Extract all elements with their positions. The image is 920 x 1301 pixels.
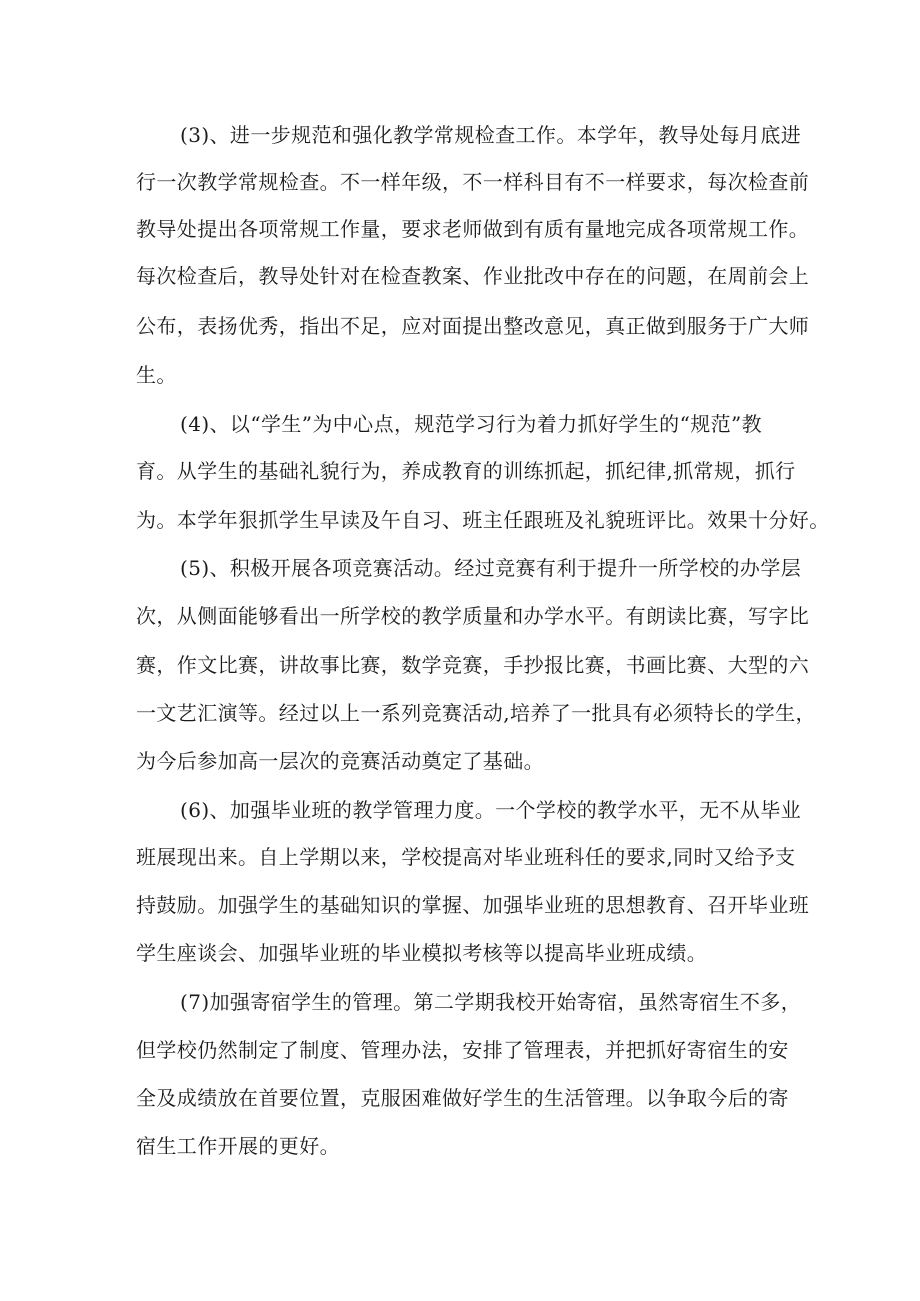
paragraph-3-line-3: 赛，作文比赛，讲故事比赛，数学竞赛，手抄报比赛，书画比赛、大型的六 xyxy=(136,653,810,677)
paragraph-3-line-1: (5)、积极开展各项竞赛活动。经过竞赛有利于提升一所学校的办学层 xyxy=(180,556,802,580)
paragraph-2-line-3: 为。本学年狠抓学生早读及午自习、班主任跟班及礼貌班评比。效果十分好。 xyxy=(136,508,830,532)
paragraph-4-line-3: 持鼓励。加强学生的基础知识的掌握、加强毕业班的思想教育、召开毕业班 xyxy=(136,893,810,917)
paragraph-5-line-2: 但学校仍然制定了制度、管理办法，安排了管理表，并把抓好寄宿生的安 xyxy=(136,1038,789,1062)
paragraph-1-line-5: 公布，表扬优秀，指出不足，应对面提出整改意见，真正做到服务于广大师 xyxy=(136,314,810,338)
paragraph-3-line-4: 一文艺汇演等。经过以上一系列竞赛活动,培养了一批具有必须特长的学生， xyxy=(136,701,816,725)
paragraph-4-line-1: (6)、加强毕业班的教学管理力度。一个学校的教学水平，无不从毕业 xyxy=(180,798,802,822)
paragraph-5-line-4: 宿生工作开展的更好。 xyxy=(136,1134,340,1158)
paragraph-3-line-5: 为今后参加高一层次的竞赛活动奠定了基础。 xyxy=(136,749,544,773)
paragraph-4-line-2: 班展现出来。自上学期以来，学校提高对毕业班科任的要求,同时又给予支 xyxy=(136,845,796,869)
paragraph-1-line-2: 行一次教学常规检查。不一样年级，不一样科目有不一样要求，每次检查前 xyxy=(136,170,810,194)
paragraph-5-line-1: (7)加强寄宿学生的管理。第二学期我校开始寄宿，虽然寄宿生不多， xyxy=(180,990,802,1014)
paragraph-2-line-1: (4)、以“学生”为中心点，规范学习行为着力抓好学生的“规范”教 xyxy=(180,412,763,436)
paragraph-3-line-2: 次，从侧面能够看出一所学校的教学质量和办学水平。有朗读比赛，写字比 xyxy=(136,604,810,628)
paragraph-4-line-4: 学生座谈会、加强毕业班的毕业模拟考核等以提高毕业班成绩。 xyxy=(136,941,708,965)
paragraph-1-line-3: 教导处提出各项常规工作量，要求老师做到有质有量地完成各项常规工作。 xyxy=(136,217,810,241)
paragraph-1-line-6: 生。 xyxy=(136,363,177,387)
paragraph-1-line-4: 每次检查后，教导处针对在检查教案、作业批改中存在的问题，在周前会上 xyxy=(136,264,810,288)
paragraph-5-line-3: 全及成绩放在首要位置，克服困难做好学生的生活管理。以争取今后的寄 xyxy=(136,1086,789,1110)
paragraph-1-line-1: (3)、进一步规范和强化教学常规检查工作。本学年，教导处每月底进 xyxy=(180,123,802,147)
paragraph-2-line-2: 育。从学生的基础礼貌行为，养成教育的训练抓起，抓纪律,抓常规，抓行 xyxy=(136,459,796,483)
